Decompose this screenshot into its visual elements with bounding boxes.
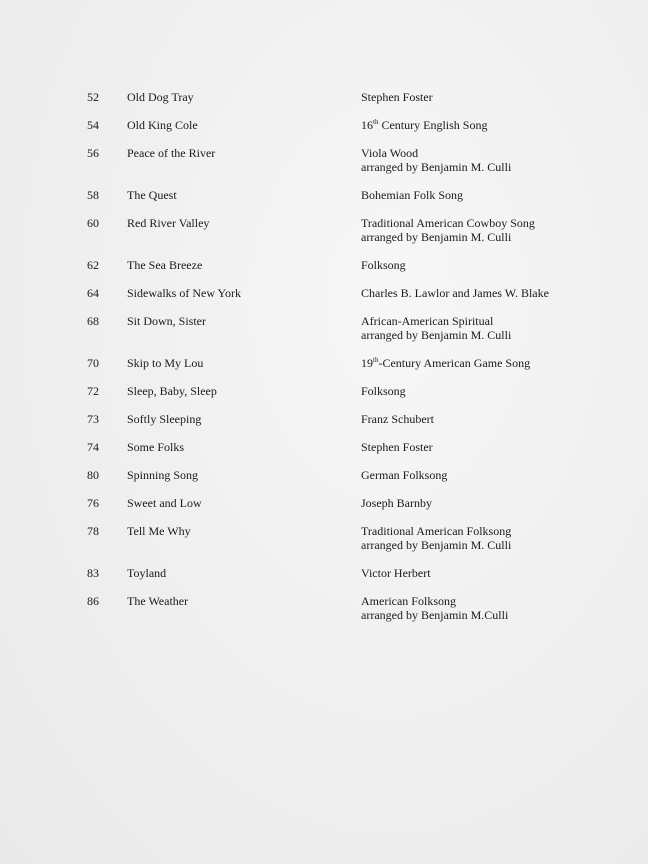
- toc-song-title: Some Folks: [127, 440, 185, 454]
- toc-credits: [361, 412, 434, 426]
- toc-credit-line: arranged by Benjamin M. Culli: [361, 160, 512, 174]
- toc-song-title: Toyland: [127, 566, 167, 580]
- toc-credits: [361, 496, 432, 510]
- toc-page-number: 73: [87, 412, 99, 426]
- toc-song-title: Peace of the River: [127, 146, 216, 160]
- toc-credit-line: Franz Schubert: [361, 412, 434, 426]
- toc-credit-line: Joseph Barnby: [361, 496, 432, 510]
- toc-credit-line: African-American Spiritual: [361, 314, 494, 328]
- toc-credits: [361, 188, 463, 202]
- toc-credits: [361, 594, 508, 622]
- toc-song-title: Old King Cole: [127, 118, 198, 132]
- toc-credits: [361, 286, 549, 300]
- toc-credits: [361, 90, 433, 104]
- toc-credit-line: [361, 356, 530, 370]
- toc-page-number: 68: [87, 314, 99, 328]
- credit-text: -Century American Game Song: [378, 356, 531, 370]
- toc-credit-line: Viola Wood: [361, 146, 419, 160]
- toc-page-number: 60: [87, 216, 99, 230]
- toc-song-title: Spinning Song: [127, 468, 199, 482]
- toc-credits: [361, 468, 447, 482]
- toc-credit-line: German Folksong: [361, 468, 448, 482]
- toc-credit-line: Victor Herbert: [361, 566, 431, 580]
- toc-song-title: The Sea Breeze: [127, 258, 203, 272]
- toc-song-title: Softly Sleeping: [127, 412, 202, 426]
- toc-page-number: 56: [87, 146, 99, 160]
- toc-page-number: 83: [87, 566, 99, 580]
- toc-page-number: 74: [87, 440, 99, 454]
- toc-song-title: Old Dog Tray: [127, 90, 194, 104]
- toc-credits: [361, 118, 487, 132]
- toc-credit-line: Traditional American Folksong: [361, 524, 512, 538]
- credit-text: Century English Song: [378, 118, 488, 132]
- toc-page-number: 70: [87, 356, 99, 370]
- toc-credit-line: Folksong: [361, 384, 406, 398]
- toc-credit-line: Charles B. Lawlor and James W. Blake: [361, 286, 549, 300]
- toc-page-number: 78: [87, 524, 99, 538]
- toc-song-title: The Weather: [127, 594, 189, 608]
- toc-page-number: 64: [87, 286, 99, 300]
- toc-credit-line: arranged by Benjamin M. Culli: [361, 328, 512, 342]
- toc-credits: [361, 384, 406, 398]
- toc-song-title: Sweet and Low: [127, 496, 202, 510]
- toc-credits: [361, 146, 511, 174]
- toc-page-number: 76: [87, 496, 99, 510]
- credit-century-number: 16: [361, 118, 373, 132]
- toc-credit-line: Folksong: [361, 258, 406, 272]
- credit-ordinal-suffix: th: [373, 356, 379, 364]
- toc-credit-line: Stephen Foster: [361, 440, 433, 454]
- toc-song-title: Sleep, Baby, Sleep: [127, 384, 217, 398]
- toc-credit-line: arranged by Benjamin M.Culli: [361, 608, 509, 622]
- toc-credit-line: arranged by Benjamin M. Culli: [361, 230, 512, 244]
- toc-song-title: Sidewalks of New York: [127, 286, 241, 300]
- toc-credits: [361, 314, 511, 342]
- toc-credit-line: [361, 118, 487, 132]
- credit-century-number: 19: [361, 356, 373, 370]
- toc-credits: [361, 216, 535, 244]
- toc-credits: [361, 356, 530, 370]
- toc-page-number: 62: [87, 258, 99, 272]
- toc-song-title: The Quest: [127, 188, 177, 202]
- toc-song-title: Sit Down, Sister: [127, 314, 207, 328]
- toc-page-number: 80: [87, 468, 99, 482]
- toc-song-title: Red River Valley: [127, 216, 210, 230]
- toc-page-number: 72: [87, 384, 99, 398]
- toc-credits: [361, 440, 433, 454]
- toc-credit-line: Traditional American Cowboy Song: [361, 216, 535, 230]
- toc-page-number: 54: [87, 118, 99, 132]
- credit-ordinal-suffix: th: [373, 118, 379, 126]
- toc-page-number: 86: [87, 594, 99, 608]
- toc-credits: [361, 524, 511, 552]
- toc-credit-line: Bohemian Folk Song: [361, 188, 464, 202]
- toc-credit-line: arranged by Benjamin M. Culli: [361, 538, 512, 552]
- toc-credits: [361, 258, 406, 272]
- toc-credits: [361, 566, 431, 580]
- toc-page-number: 52: [87, 90, 99, 104]
- toc-song-title: Skip to My Lou: [127, 356, 204, 370]
- toc-credit-line: Stephen Foster: [361, 90, 433, 104]
- toc-page-number: 58: [87, 188, 99, 202]
- toc-credit-line: American Folksong: [361, 594, 456, 608]
- toc-song-title: Tell Me Why: [127, 524, 191, 538]
